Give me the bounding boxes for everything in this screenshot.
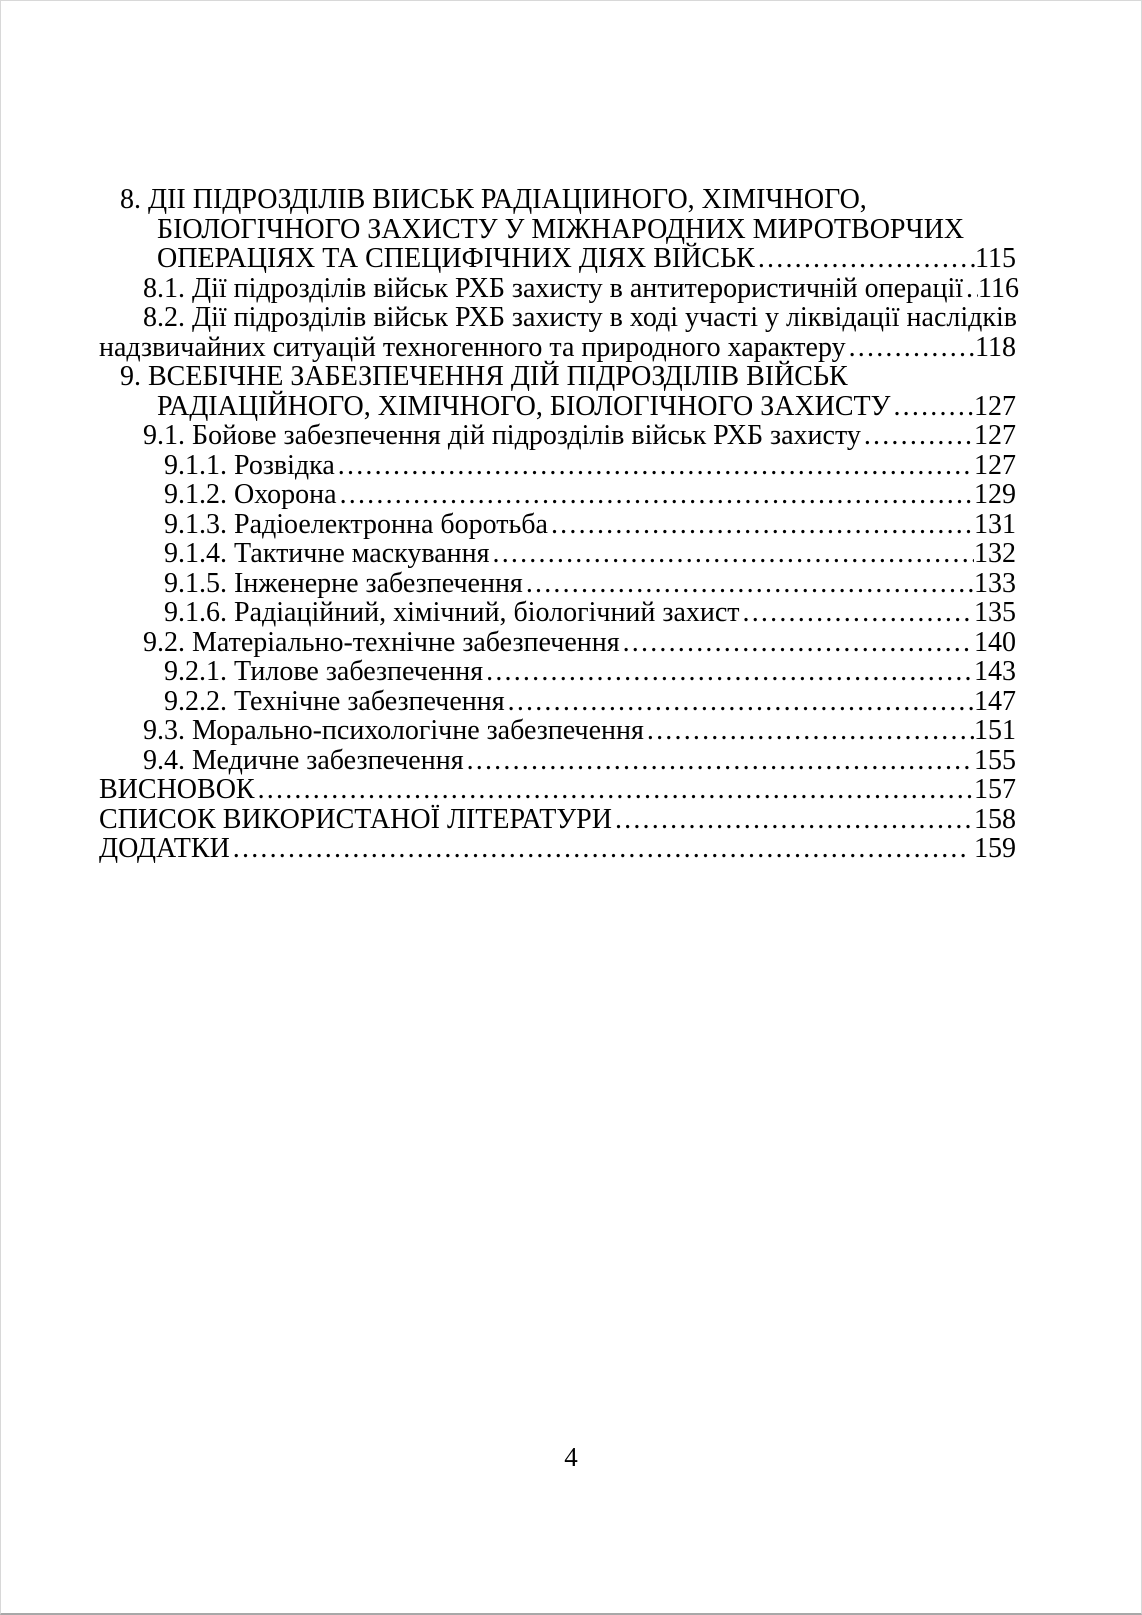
- toc-entry-text: 9.1. Бойове забезпечення дій підрозділів військ РХБ захисту: [143, 420, 861, 451]
- toc-entry-text: 9.1.3. Радіоелектронна боротьба: [164, 508, 548, 540]
- toc-page-number: 133: [974, 567, 1016, 599]
- dot-leader: [508, 687, 974, 717]
- dot-leader: [849, 333, 975, 363]
- toc-entry-text: 9.1.1. Розвідка: [164, 449, 335, 481]
- toc-entry-conclusion: [99, 775, 1016, 805]
- toc-entry-text: 9.2.1. Тилове забезпечення: [164, 656, 484, 687]
- toc-entry-text: 9.3. Морально-психологічне забезпечення: [143, 715, 644, 746]
- toc-entry-text: СПИСОК ВИКОРИСТАНОЇ ЛІТЕРАТУРИ: [99, 803, 612, 835]
- toc-entry-9-1-5: [99, 569, 1016, 599]
- toc-entry-chapter-8-line-1: [99, 185, 1016, 215]
- toc-entry-text: 9.1.5. Інженерне забезпечення: [164, 567, 523, 599]
- dot-leader: [258, 775, 974, 805]
- toc-page-number: 159: [974, 833, 1016, 864]
- toc-entry-text: 9.4. Медичне забезпечення: [143, 744, 464, 776]
- dot-leader: [526, 569, 974, 599]
- toc-entry-text: надзвичайних ситуацій техногенного та природного характеру: [99, 331, 846, 363]
- toc-page-number: 155: [974, 744, 1016, 776]
- toc-page-number: 157: [974, 774, 1016, 805]
- toc-entry-text: 9.2.2. Технічне забезпечення: [164, 685, 505, 717]
- toc-page-number: 140: [974, 626, 1016, 658]
- dot-leader: [615, 805, 974, 835]
- dot-leader: [486, 657, 974, 687]
- toc-page-number: 131: [974, 508, 1016, 540]
- toc-entry-text: 9.1.4. Тактичне маскування: [164, 538, 490, 569]
- dot-leader: [966, 274, 978, 304]
- toc-entry-9-1-4: [99, 539, 1016, 569]
- toc-entry-references: [99, 805, 1016, 835]
- toc-entry-appendices: [99, 834, 1016, 864]
- dot-leader: [893, 392, 974, 422]
- table-of-contents: [99, 184, 1019, 864]
- toc-entry-8-1: [99, 272, 1019, 304]
- toc-page-number: 158: [974, 803, 1016, 835]
- dot-leader: [623, 628, 974, 658]
- toc-entry-text: БІОЛОГІЧНОГО ЗАХИСТУ У МІЖНАРОДНИХ МИРОТВОРЧИХ: [157, 213, 965, 245]
- toc-entry-text: 8.1. Дії підрозділів військ РХБ захисту в антитерористичній операції: [143, 272, 964, 304]
- toc-page-number: 127: [974, 420, 1016, 451]
- toc-page-number: 127: [974, 449, 1016, 481]
- dot-leader: [467, 746, 974, 776]
- toc-page-number: 118: [975, 331, 1016, 363]
- toc-page-number: 143: [974, 656, 1016, 687]
- toc-entry-9-2-2: [99, 687, 1016, 717]
- dot-leader: [493, 539, 975, 569]
- dot-leader: [647, 716, 974, 746]
- toc-entry-text: 9. ВСЕБІЧНЕ ЗАБЕЗПЕЧЕННЯ ДІЙ ПІДРОЗДІЛІВ ВІЙСЬК: [120, 361, 848, 392]
- toc-entry-9-2-1: [99, 657, 1016, 687]
- dot-leader: [338, 451, 974, 481]
- toc-entry-text: 8. ДІІ ПІДРОЗДІЛІВ ВІИСЬК РАДІАЦІИНОГО, ХІМІЧНОГО,: [120, 184, 867, 215]
- toc-entry-text: ОПЕРАЦІЯХ ТА СПЕЦИФІЧНИХ ДІЯХ ВІЙСЬК: [157, 243, 755, 274]
- toc-entry-9-2: [99, 628, 1016, 658]
- dot-leader: [233, 834, 966, 864]
- toc-entry-chapter-8-line-2: [99, 215, 1016, 245]
- toc-entry-text: 9.1.6. Радіаційний, хімічний, біологічний захист: [164, 597, 740, 628]
- toc-entry-text: ВИСНОВОК: [99, 774, 255, 805]
- toc-entry-9-4: [99, 746, 1016, 776]
- toc-entry-9-1: [99, 421, 1016, 451]
- toc-page-number: 147: [974, 685, 1016, 717]
- toc-entry-chapter-8-line-3: [99, 244, 1016, 274]
- toc-entry-text: 9.1.2. Охорона: [164, 479, 337, 510]
- toc-entry-9-1-1: [99, 451, 1016, 481]
- toc-entry-text: 9.2. Матеріально-технічне забезпечення: [143, 626, 620, 658]
- dot-leader: [551, 510, 974, 540]
- toc-entry-8-2-line-1: [99, 303, 1016, 333]
- toc-page-number: 116: [978, 272, 1019, 304]
- toc-entry-9-1-6: [99, 598, 1016, 628]
- toc-entry-9-1-2: [99, 480, 1016, 510]
- toc-page-number: 151: [974, 715, 1016, 746]
- toc-page-number: 115: [975, 243, 1016, 274]
- toc-entry-chapter-9-line-1: [99, 362, 1016, 392]
- dot-leader: [758, 244, 975, 274]
- toc-entry-text: РАДІАЦІЙНОГО, ХІМІЧНОГО, БІОЛОГІЧНОГО ЗАХИСТУ: [157, 390, 891, 422]
- toc-page-number: 135: [974, 597, 1016, 628]
- toc-entry-text: 8.2. Дії підрозділів військ РХБ захисту в ході участі у ліквідації наслідків: [143, 302, 1018, 333]
- toc-entry-8-2-line-2: [99, 333, 1016, 363]
- toc-entry-chapter-9-line-2: [99, 392, 1016, 422]
- toc-entry-9-3: [99, 716, 1016, 746]
- toc-page-number: 129: [974, 479, 1016, 510]
- dot-leader: [340, 480, 974, 510]
- toc-entry-9-1-3: [99, 510, 1016, 540]
- toc-page-number: 132: [974, 538, 1016, 569]
- toc-page-number: 127: [974, 390, 1016, 422]
- toc-entry-text: ДОДАТКИ: [99, 833, 230, 864]
- dot-leader: [864, 421, 974, 451]
- dot-leader: [743, 598, 974, 628]
- page-number-footer: 4: [564, 1442, 578, 1472]
